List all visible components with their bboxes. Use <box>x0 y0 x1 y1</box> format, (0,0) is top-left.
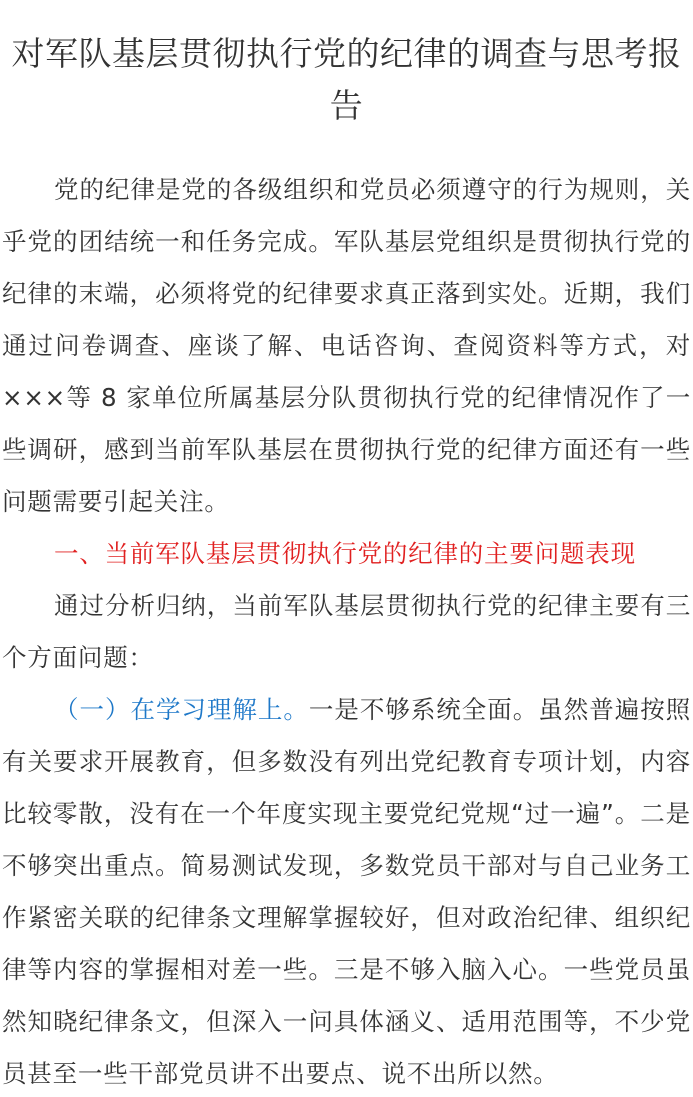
subsection-paragraph <box>2 684 691 1097</box>
article-body <box>0 164 693 1097</box>
article-title: 对军队基层贯彻执行党的纪律的调查与思考报告 <box>11 34 682 125</box>
intro-paragraph: 党的纪律是党的各级组织和党员必须遵守的行为规则，关乎党的团结统一和任务完成。军队基层党组织是贯彻执行党的纪律的末端，必须将党的纪律要求真正落到实处。近期，我们通过问卷调查、座谈了解、电话咨询、查阅资料等方式，对×××等 8 家单位所属基层分队贯彻执行党的纪律情况作了一些调研，感到当前军队基层在贯彻执行党的纪律方面还有一些问题需要引起关注。 <box>2 175 691 516</box>
section-heading: 一、当前军队基层贯彻执行党的纪律的主要问题表现 <box>54 539 636 568</box>
section-intro-paragraph: 通过分析归纳，当前军队基层贯彻执行党的纪律主要有三个方面问题： <box>2 591 691 672</box>
subsection-heading: （一）在学习理解上。 <box>54 695 309 724</box>
subsection-body: 一是不够系统全面。虽然普遍按照有关要求开展教育，但多数没有列出党纪教育专项计划，内容比较零散，没有在一个年度实现主要党纪党规“过一遍”。二是不够突出重点。简易测试发现，多数党员干部对与自己业务工作紧密关联的纪律条文理解掌握较好，但对政治纪律、组织纪律等内容的掌握相对差一些。三是不够入脑入心。一些党员虽然知晓纪律条文，但深入一问具体涵义、适用范围等，不少党员甚至一些干部党员讲不出要点、说不出所以然。 <box>2 695 691 1088</box>
